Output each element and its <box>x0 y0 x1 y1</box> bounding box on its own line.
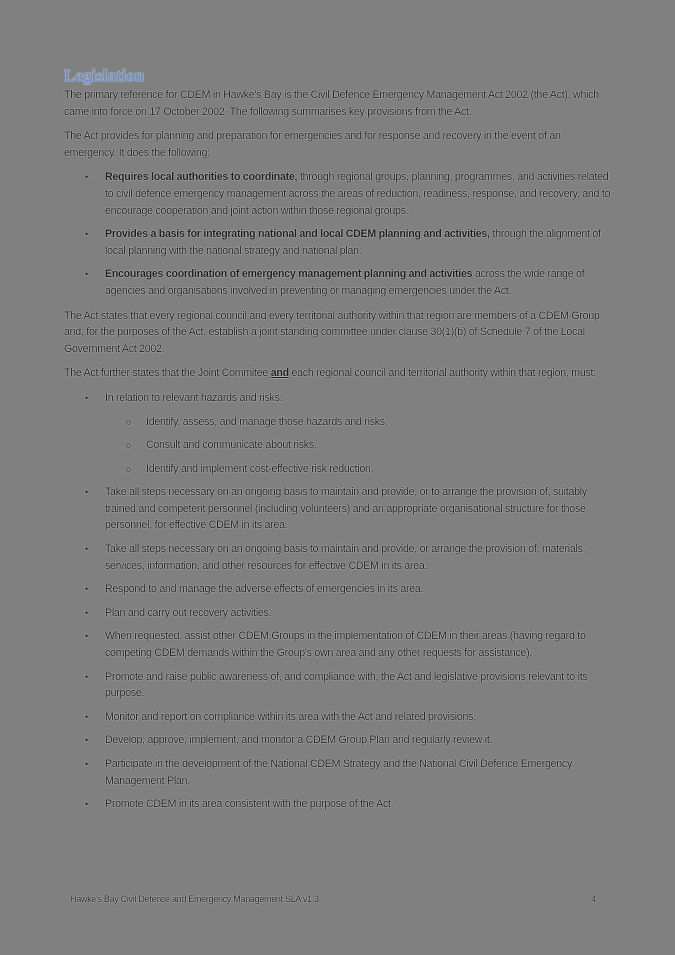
list-item <box>64 669 612 702</box>
hazards-sublist <box>105 414 612 478</box>
document-page <box>64 66 612 821</box>
duty-text: Promote and raise public awareness of, and compliance with, the Act and legislative provisions relevant to its purpose. <box>105 670 588 700</box>
duty-text: Take all steps necessary on an ongoing basis to maintain and provide, or arrange the provision of, materials, services, information, and other resources for effective CDEM in its area. <box>105 543 586 572</box>
list-item <box>64 390 612 477</box>
bullet-icon: • <box>85 229 88 240</box>
provision-text: through regional groups, planning, programmes, and activities related to civil defence emergency management across the areas of reduction, readiness, response, and recovery, and to encourage cooperation and joint action within those regional groups. <box>105 171 611 217</box>
circle-bullet-icon: o <box>126 416 131 427</box>
list-item <box>64 628 612 661</box>
bullet-icon: • <box>85 607 88 618</box>
footer-text: Hawke's Bay Civil Defence and Emergency Management SLA v1.3 <box>70 894 319 904</box>
page-footer <box>70 894 596 904</box>
bullet-icon: • <box>85 631 88 642</box>
provision-bold: Encourages coordination of emergency management planning and activities <box>105 268 473 281</box>
provisions-list <box>64 169 612 299</box>
intro-paragraph: The primary reference for CDEM in Hawke's Bay is the Civil Defence Emergency Management Act 2002 (the Act), which came into force on 17 October 2002. The following summarises key provisions from the Act. <box>64 89 599 118</box>
section-title: Legislation <box>64 66 145 85</box>
provision-bold: Provides a basis for integrating national and local CDEM planning and activities, <box>105 228 490 241</box>
sub-item-text: Consult and communicate about risks. <box>146 439 317 452</box>
sub-list-item <box>105 414 612 431</box>
bullet-icon: • <box>85 269 88 280</box>
bullet-icon: • <box>85 735 88 746</box>
page-number: 4 <box>591 894 596 904</box>
circle-bullet-icon: o <box>126 440 131 451</box>
duty-text: Promote CDEM in its area consistent with the purpose of the Act. <box>105 798 394 811</box>
bullet-icon: • <box>85 544 88 555</box>
duty-text: Respond to and manage the adverse effects of emergencies in its area. <box>105 583 424 596</box>
list-item <box>64 266 612 299</box>
duty-text: Plan and carry out recovery activities. <box>105 606 272 619</box>
sub-list-item <box>105 461 612 478</box>
list-item <box>64 605 612 622</box>
duty-text: Take all steps necessary on an ongoing basis to maintain and provide, or to arrange the provision of, suitably trained and competent personnel (including volunteers) and an appropriate organisational structure for those personnel, for effective CDEM in its area. <box>105 486 587 532</box>
bullet-icon: • <box>85 759 88 769</box>
intro-paragraph: The Act provides for planning and preparation for emergencies and for response and recovery in the event of an emergency. It does the following: <box>64 130 561 159</box>
provision-bold: Requires local authorities to coordinate, <box>105 171 298 184</box>
list-item <box>64 169 612 219</box>
provision-text: across the wide range of agencies and organisations involved in preventing or managing emergencies under the Act. <box>105 268 585 297</box>
sub-item-text: Identify and implement cost-effective risk reduction. <box>146 462 374 475</box>
bullet-icon: • <box>85 584 88 595</box>
bullet-icon: • <box>85 172 88 183</box>
must-text-before: The Act further states that the Joint Commitee <box>64 367 271 380</box>
sub-item-text: Identify, assess, and manage those hazards and risks. <box>146 415 388 428</box>
bullet-icon: • <box>85 711 88 722</box>
hazards-intro: In relation to relevant hazards and risks: <box>105 391 283 404</box>
duties-list <box>64 390 612 813</box>
bullet-icon: • <box>85 671 88 682</box>
list-item <box>64 732 612 749</box>
provision-text: through the alignment of local planning with the national strategy and national plan. <box>105 228 601 257</box>
must-paragraph <box>64 365 612 382</box>
duty-text: When requested, assist other CDEM Groups in the implementation of CDEM in their areas (having regard to competing CDEM demands within the Group's own area and any other requests for assistance). <box>105 630 586 660</box>
sub-list-item <box>105 437 612 454</box>
duty-text: Monitor and report on compliance within its area with the Act and related provisions. <box>105 710 476 723</box>
duty-text: Participate in the development of the National CDEM Strategy and the National Civil Defence Emergency Management Plan. <box>105 758 573 787</box>
bullet-icon: • <box>85 799 88 810</box>
list-item <box>64 581 612 598</box>
list-item <box>64 796 612 813</box>
bullet-icon: • <box>85 392 88 403</box>
list-item <box>64 484 612 534</box>
must-text-after: each regional council and territorial authority within that region, must: <box>288 367 596 380</box>
duty-text: Develop, approve, implement, and monitor a CDEM Group Plan and regularly review it. <box>105 734 493 747</box>
circle-bullet-icon: o <box>126 463 131 474</box>
list-item <box>64 756 612 789</box>
list-item <box>64 709 612 726</box>
group-paragraph: The Act states that every regional council and every territorial authority within that region are members of a CDEM Group and, for the purposes of the Act, establish a joint standing committee under clause 30(1)(b) of Schedule 7 of the Local Government Act 2002. <box>64 309 600 355</box>
list-item <box>64 541 612 574</box>
highlighted-word: and <box>270 367 289 380</box>
list-item <box>64 226 612 259</box>
bullet-icon: • <box>85 487 88 498</box>
